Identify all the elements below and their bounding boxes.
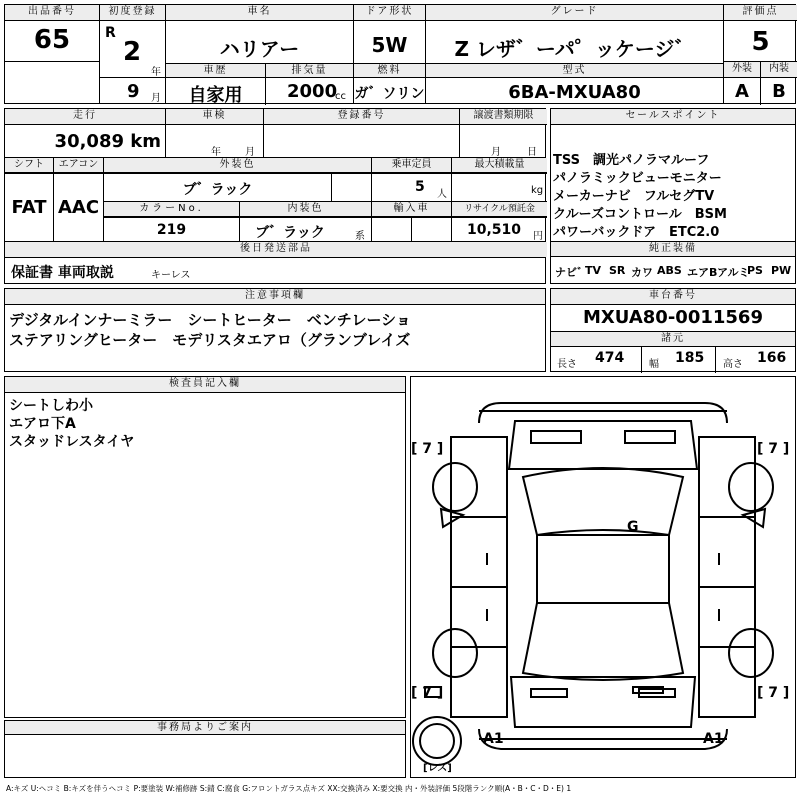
name-label: 車名 [166,5,353,21]
reg-year: 2 [123,37,142,67]
sales-line: メーカーナビ フルセグTV [553,189,715,204]
notes-block [4,288,546,372]
car-diagram [410,376,796,778]
transfer-label: 譲渡書類期限 [460,109,547,125]
chassis-number: MXUA80-0011569 [583,307,763,328]
color-label: 外装色 [104,158,371,173]
capacity-unit: 人 [437,189,447,200]
color-no-label: カラーNo. [104,202,239,217]
tr-day-unit: 日 [527,147,537,158]
equip-item: SR [609,264,626,277]
tire-fl-label: [ 7 ] [411,441,444,457]
later-parts: 保証書 車両取説 [11,265,114,281]
equip-item: ABS [657,264,682,277]
legend: A:キズ U:ヘコミ B:キズを伴うヘコミ P:要塗装 W:補修跡 S:錆 C:腐食 G:フロントガラス点キズ XX:交換済み X:要交換 内・外装評価 5段階ランク順(A・B・C・D・E) 1 [6,784,572,793]
grade-label: グレード [426,5,723,21]
fuel: ガ゛ソリン [354,86,425,102]
year-unit: 年 [151,67,161,78]
equip-item: TV [585,264,602,277]
int-color: ブ゛ラック [255,225,325,241]
equip-item: カワ [631,266,653,279]
interior-grade: B [772,81,786,102]
tire-rr-label: [ 7 ] [757,685,790,701]
displacement-label: 排気量 [266,64,353,77]
era: R [105,25,116,41]
equip-item: エアB [687,266,718,279]
top-block [4,4,796,104]
office-block [4,720,406,778]
lot-number: 65 [33,25,71,55]
history: 自家用 [188,85,243,106]
inspector-line: シートしわ小 [9,398,93,414]
ac-label: エアコン [54,158,103,173]
capacity-label: 乗車定員 [372,158,451,173]
sales-line: パワーバックドア ETC2.0 [553,225,720,240]
chassis-label: 車台番号 [551,289,795,305]
score-label: 評価点 [724,5,797,21]
plate-label: 登録番号 [264,109,459,125]
inspection-label: 車検 [166,109,263,125]
mileage: 30,089 km [54,131,161,152]
width-label: 幅 [649,359,659,370]
lot-label: 出品番号 [5,5,99,21]
int-color-label: 内装色 [240,202,371,217]
grade: Z レザ゛ーパ゜ッケージ゛ [454,37,695,61]
exterior-grade: A [735,81,749,102]
car-name: ハリアー [219,37,300,61]
length: 474 [595,350,625,366]
model: 6BA-MXUA80 [508,82,641,103]
notes-line: デジタルインナーミラー シートヒーター ベンチレーショ [9,311,411,329]
inspector-line: スタッドレスタイヤ [9,434,135,450]
recycle-label: リサイクル預託金 [452,202,547,217]
interior-label: 内装 [761,62,797,77]
first-reg-label: 初度登録 [100,5,165,21]
score: 5 [751,27,770,57]
sales-point-block [550,108,796,284]
ac: AAC [57,197,100,218]
inspector-line: エアロ下A [9,416,76,432]
inspector-block [4,376,406,718]
shift: FAT [11,197,47,218]
sales-point-label: セールスポイント [551,109,795,125]
length-label: 長さ [557,359,577,370]
door-type: 5W [371,33,408,57]
sales-line: TSS 調光パノラマルーフ [553,153,710,168]
insp-year-unit: 年 [211,147,221,158]
tire-rl-label: [ 7 ] [411,685,444,701]
sales-line: クルーズコントロール BSM [553,207,727,222]
dims-label: 諸元 [551,332,795,347]
load-unit: kg [531,185,544,196]
office-label: 事務局よりご案内 [5,721,405,735]
equip-item: PS [747,264,763,277]
equip-item: アルミ [717,266,750,279]
model-label: 型式 [426,64,723,77]
reg-month: 9 [127,81,140,102]
fuel-label: 燃料 [354,64,425,77]
car-outline [411,377,795,777]
displacement: 2000 [287,81,338,102]
notes-line: ステアリングヒーター モデリスタエアロ（グランブレイズ [9,331,411,349]
equip-item: ナビ゛ [555,266,588,279]
sales-line: パノラミックビューモニター [553,171,722,186]
capacity: 5 [415,179,425,195]
damage-mark-a1-right: A1 [703,731,724,747]
color-no: 219 [156,222,187,238]
damage-mark-a1-left: A1 [483,731,504,747]
recycle: 10,510 [467,222,522,238]
vehicle-info-block [4,108,546,284]
recycle-unit: 円 [533,231,543,242]
history-label: 車歴 [166,64,265,77]
equip-item: PW [771,264,792,277]
later-parts-extra: キーレス [151,270,191,281]
later-parts-label: 後日発送部品 [5,242,547,257]
insp-month-unit: 月 [245,147,255,158]
chassis-block [550,288,796,372]
int-color-unit: 系 [355,231,365,242]
height-label: 高さ [723,359,743,370]
shift-label: シフト [5,158,53,173]
notes-label: 注意事項欄 [5,289,545,305]
exterior-label: 外装 [724,62,760,77]
tr-month-unit: 月 [491,147,501,158]
mileage-label: 走行 [5,109,165,125]
displacement-unit: cc [335,91,346,102]
import-label: 輸入車 [372,202,451,217]
spare-tire-label: [レス] [423,763,452,774]
month-unit: 月 [151,93,161,104]
color: ブ゛ラック [182,182,253,198]
tire-fr-label: [ 7 ] [757,441,790,457]
inspector-label: 検査員記入欄 [5,377,405,393]
height: 166 [757,350,787,366]
damage-mark-g: G [627,519,639,535]
equipment-label: 純正装備 [551,242,795,257]
door-label: ドア形状 [354,5,425,21]
width: 185 [675,350,705,366]
load-label: 最大積載量 [452,158,547,173]
